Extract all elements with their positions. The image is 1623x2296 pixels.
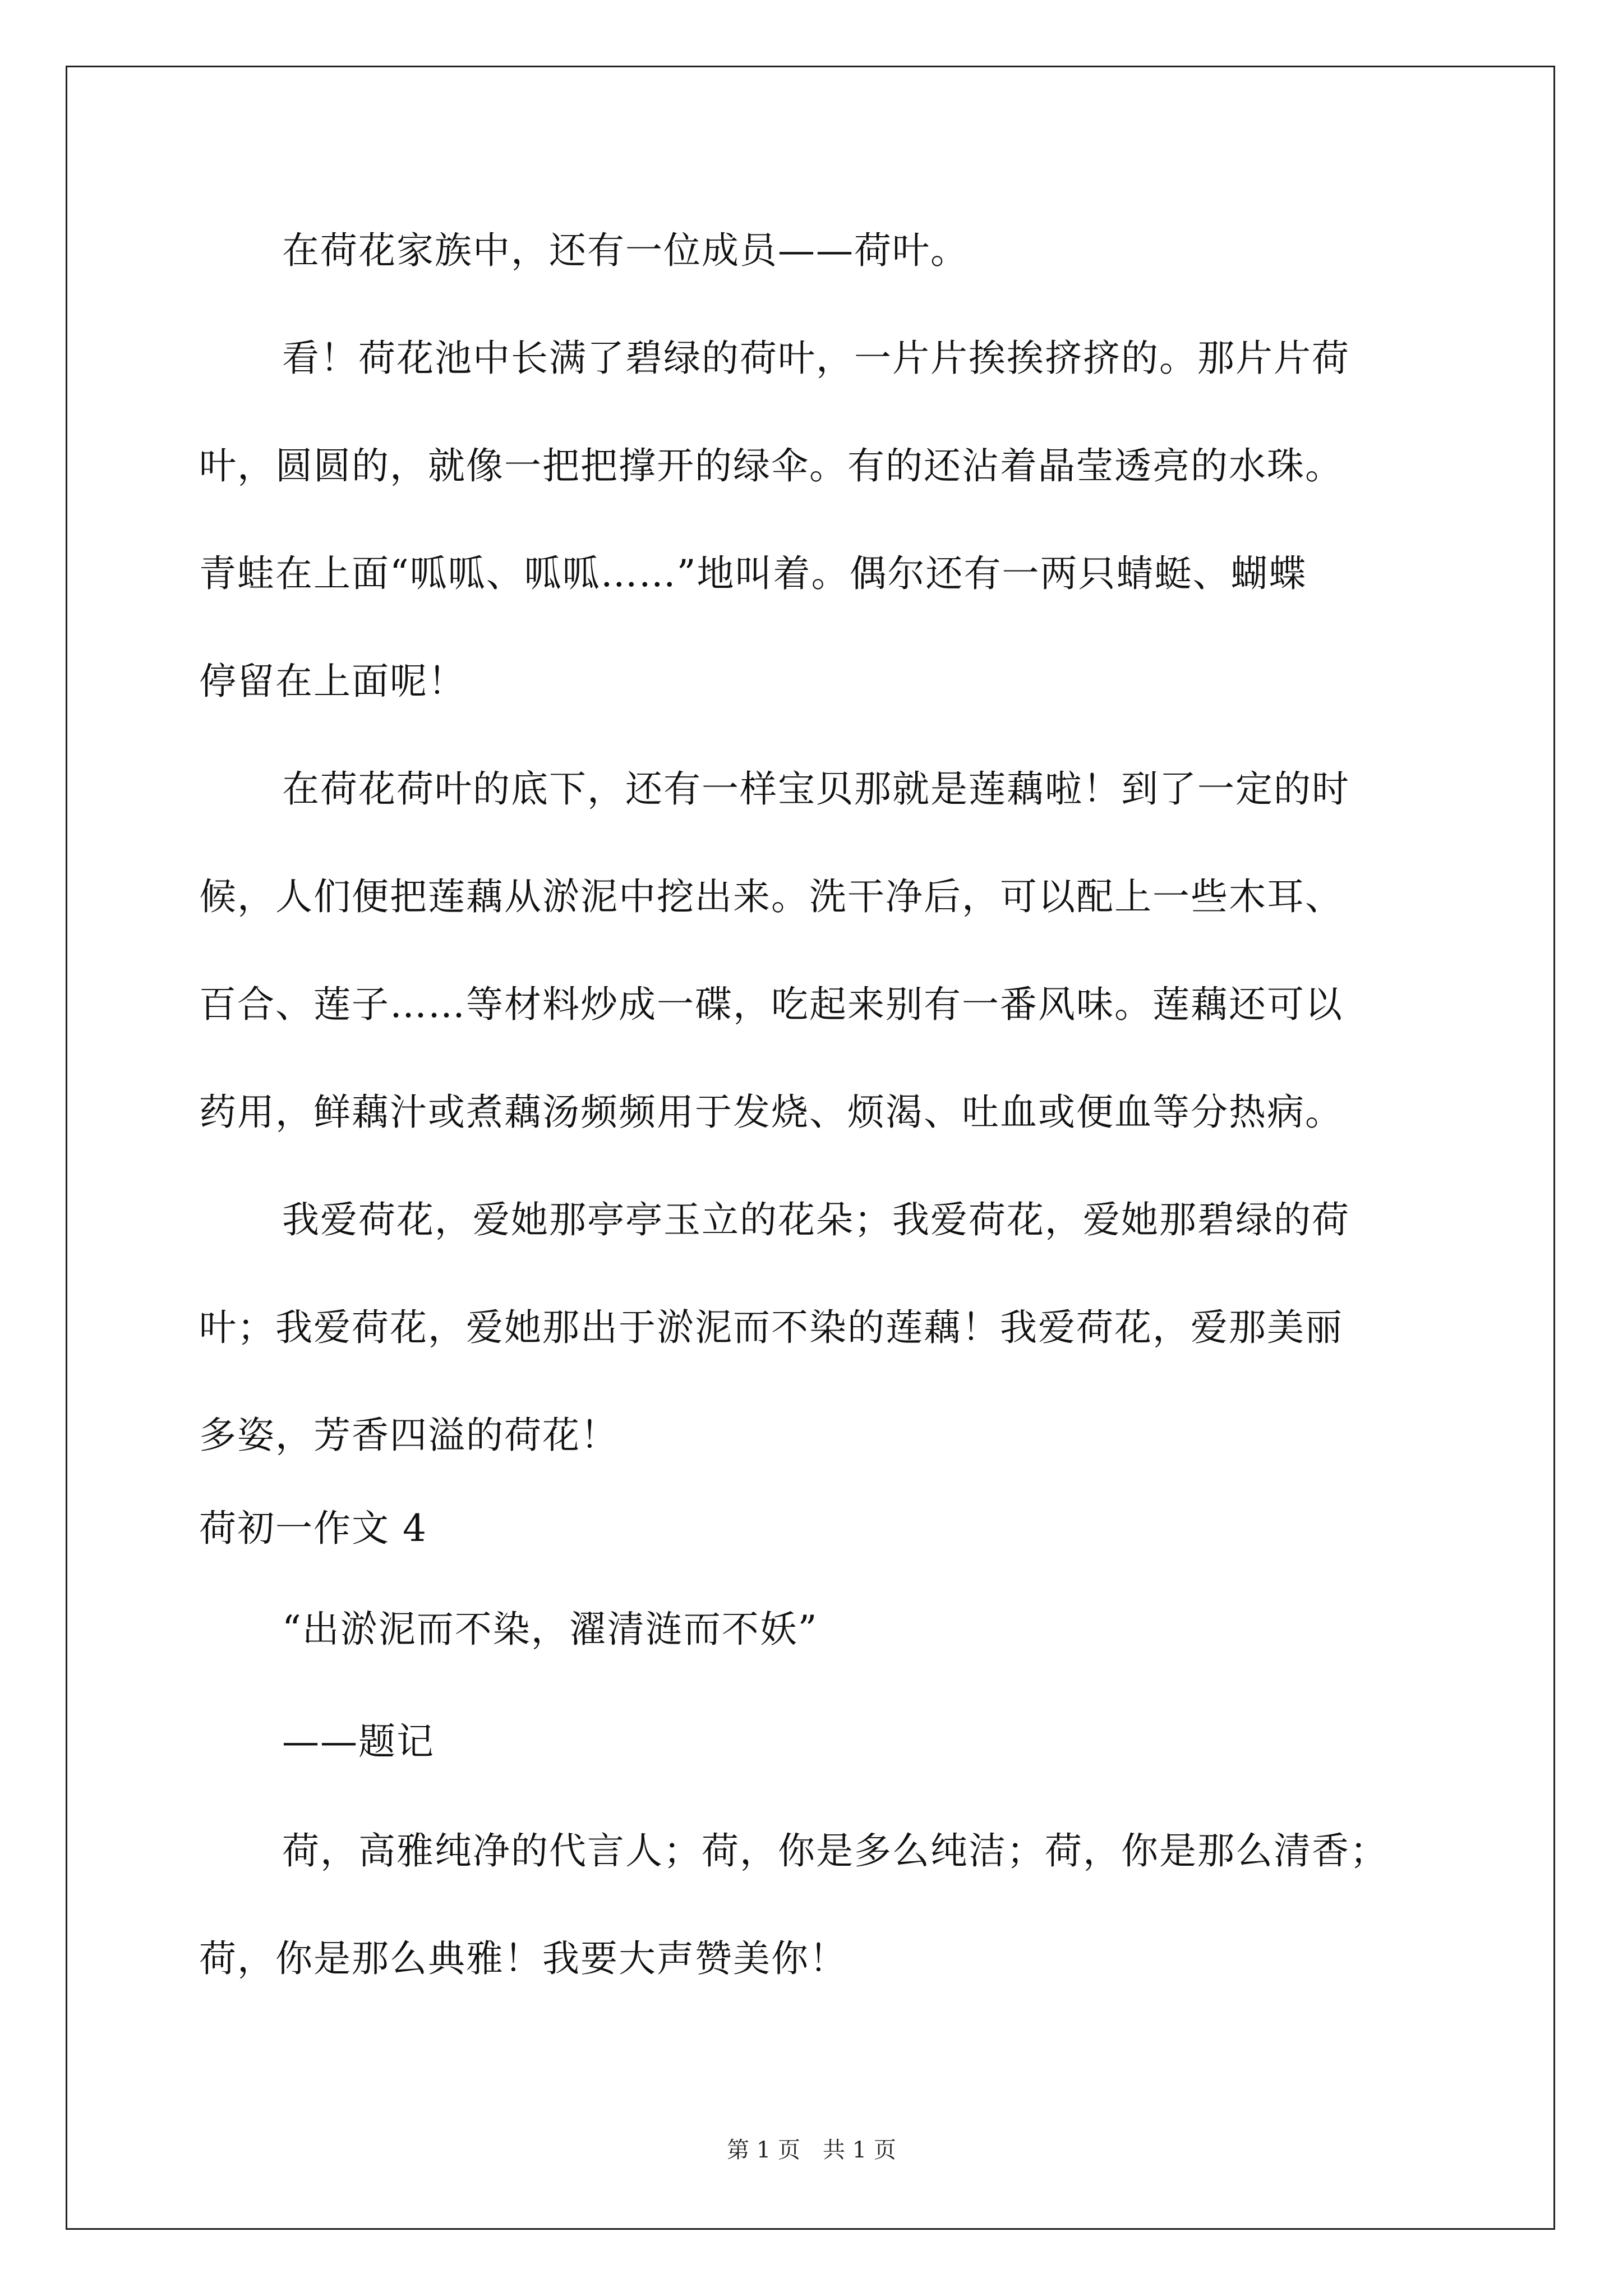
paragraph-line: 停留在上面呢！: [199, 660, 466, 703]
paragraph-line: 荷，高雅纯净的代言人；荷，你是多么纯洁；荷，你是那么清香；: [282, 1829, 1388, 1872]
section-heading: 荷初一作文 4: [199, 1507, 427, 1550]
paragraph-line: 候，人们便把莲藕从淤泥中挖出来。洗干净后，可以配上一些木耳、: [199, 875, 1343, 918]
paragraph-line: 看！荷花池中长满了碧绿的荷叶，一片片挨挨挤挤的。那片片荷: [282, 337, 1350, 380]
paragraph-line: 多姿，芳香四溢的荷花！: [199, 1414, 619, 1457]
page-number-footer: 第 1 页 共 1 页: [727, 2137, 896, 2163]
epigraph-quote: “出淤泥而不染，濯清涟而不妖”: [282, 1608, 818, 1651]
epigraph-attribution: ——题记: [282, 1720, 435, 1763]
paragraph-line: 荷，你是那么典雅！我要大声赞美你！: [199, 1937, 847, 1980]
page-border: [66, 66, 1555, 2230]
paragraph-line: 在荷花荷叶的底下，还有一样宝贝那就是莲藕啦！到了一定的时: [282, 767, 1350, 811]
paragraph-line: 在荷花家族中，还有一位成员——荷叶。: [282, 229, 969, 272]
paragraph-line: 百合、莲子……等材料炒成一碟，吃起来别有一番风味。莲藕还可以: [199, 983, 1343, 1026]
paragraph-line: 药用，鲜藕汁或煮藕汤频频用于发烧、烦渴、吐血或便血等分热病。: [199, 1091, 1343, 1134]
paragraph-line: 叶，圆圆的，就像一把把撑开的绿伞。有的还沾着晶莹透亮的水珠。: [199, 444, 1343, 487]
paragraph-line: 青蛙在上面“呱呱、呱呱……”地叫着。偶尔还有一两只蜻蜓、蝴蝶: [199, 552, 1307, 595]
paragraph-line: 我爱荷花，爱她那亭亭玉立的花朵；我爱荷花，爱她那碧绿的荷: [282, 1198, 1350, 1241]
paragraph-line: 叶；我爱荷花，爱她那出于淤泥而不染的莲藕！我爱荷花，爱那美丽: [199, 1306, 1343, 1349]
